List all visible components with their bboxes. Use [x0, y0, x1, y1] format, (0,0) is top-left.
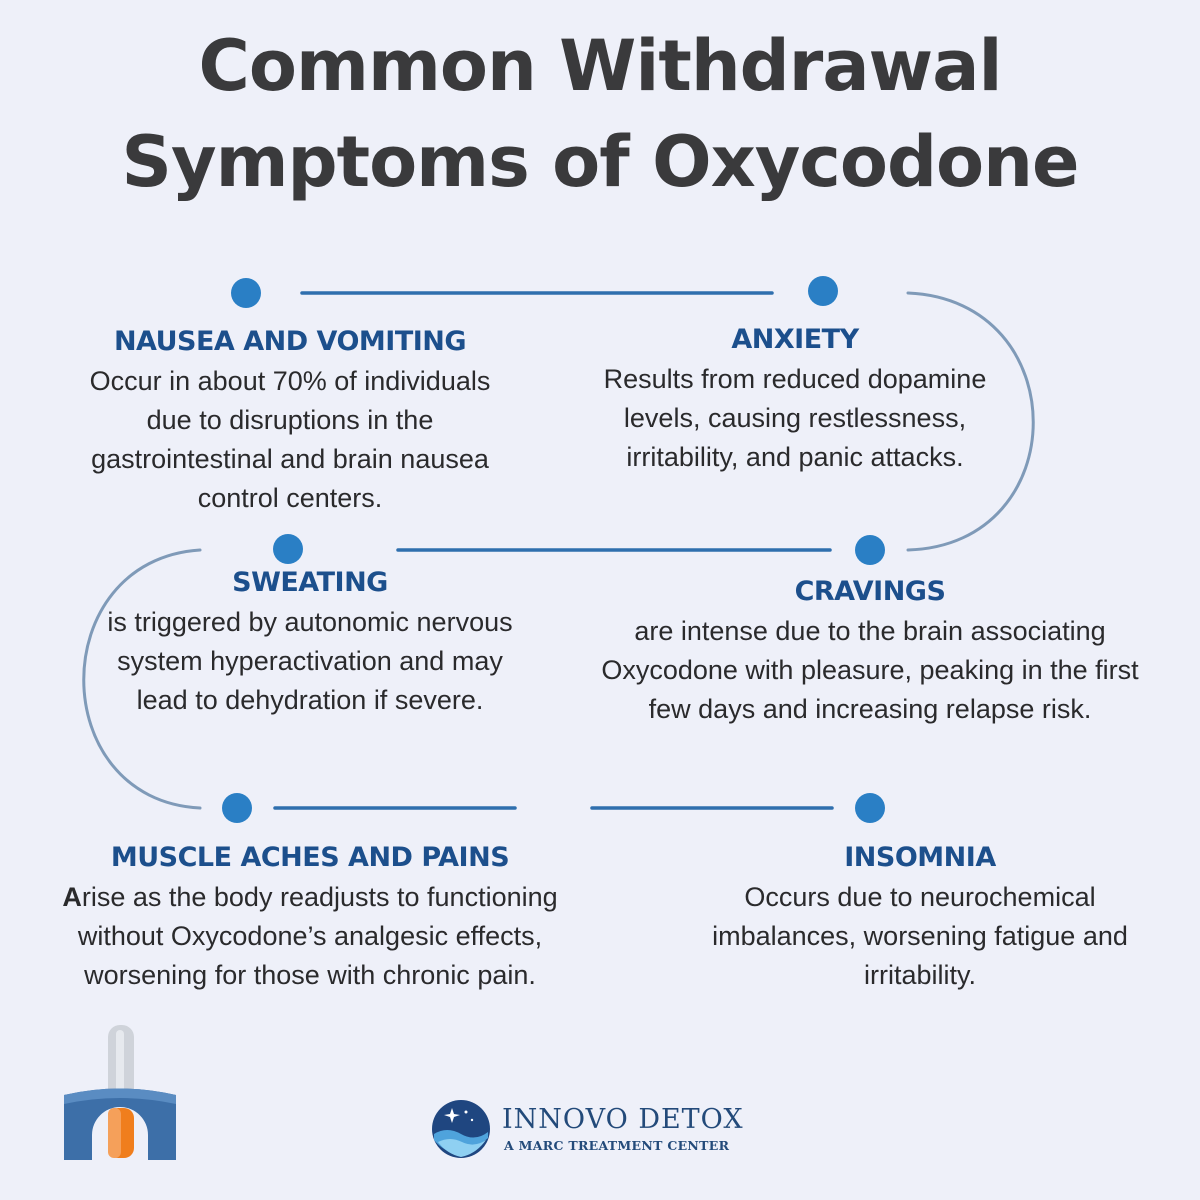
symptom-sweating — [100, 563, 520, 720]
symptom-description: is triggered by autonomic nervous system hyperactivation and may lead to dehydration if severe. — [107, 607, 513, 715]
lead-letter: A — [62, 882, 82, 912]
title-line-2: Symptoms of Oxycodone — [121, 121, 1079, 203]
timeline-dot-icon — [808, 276, 838, 306]
symptom-heading: INSOMNIA — [844, 842, 996, 873]
page-title — [0, 18, 1200, 210]
timeline-dot-icon — [231, 278, 261, 308]
title-line-1: Common Withdrawal — [198, 25, 1002, 107]
symptom-description: are intense due to the brain associating Oxycodone with pleasure, peaking in the first few days and increasing relapse risk. — [601, 616, 1139, 724]
timeline-dot-icon — [855, 793, 885, 823]
symptom-heading: CRAVINGS — [794, 576, 946, 607]
symptom-muscle-aches — [60, 838, 560, 995]
inhaler-icon — [64, 1025, 176, 1160]
timeline-dot-icon — [855, 535, 885, 565]
wave-star-logo-icon — [430, 1098, 492, 1160]
symptom-cravings — [600, 572, 1140, 729]
symptom-nausea — [80, 322, 500, 518]
symptom-heading: ANXIETY — [731, 324, 859, 355]
timeline-dot-icon — [222, 793, 252, 823]
logo-brand-name: INNOVO DETOX — [502, 1104, 744, 1135]
symptom-anxiety — [580, 320, 1010, 477]
symptom-description — [60, 878, 560, 995]
symptom-description: Occurs due to neurochemical imbalances, worsening fatigue and irritability. — [712, 882, 1128, 990]
logo-tagline: A MARC TREATMENT CENTER — [504, 1138, 730, 1153]
brand-logo — [430, 1098, 790, 1162]
symptom-description: Results from reduced dopamine levels, causing restlessness, irritability, and panic attacks. — [603, 364, 987, 472]
symptom-description-text: rise as the body readjusts to functioning without Oxycodone’s analgesic effects, worsening for those with chronic pain. — [77, 882, 558, 990]
symptom-heading: MUSCLE ACHES AND PAINS — [110, 842, 510, 873]
symptom-heading: SWEATING — [232, 567, 388, 598]
symptom-heading: NAUSEA AND VOMITING — [113, 326, 467, 357]
symptom-description: Occur in about 70% of individuals due to disruptions in the gastrointestinal and brain nausea control centers. — [89, 366, 491, 513]
symptom-insomnia — [700, 838, 1140, 995]
timeline-dot-icon — [273, 534, 303, 564]
